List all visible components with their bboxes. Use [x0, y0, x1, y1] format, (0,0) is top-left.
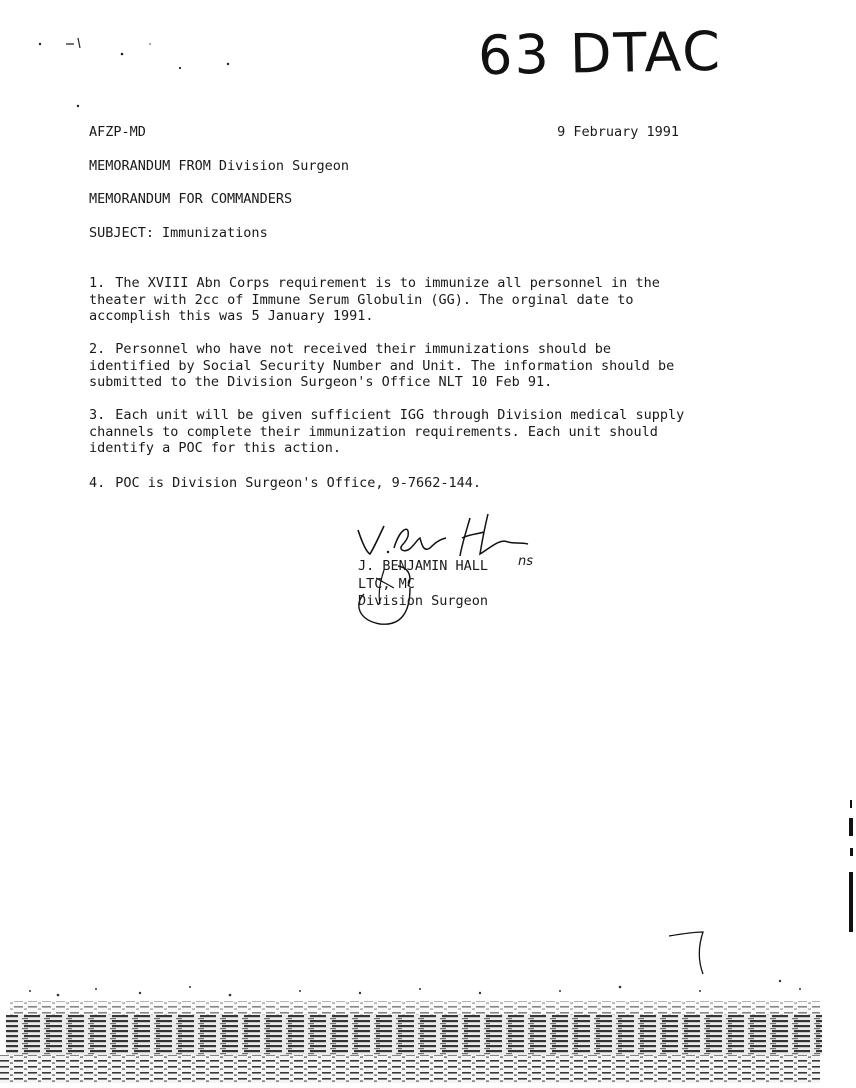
- memo-subject-value: Immunizations: [162, 225, 268, 241]
- paragraph-number: 1.: [89, 275, 106, 291]
- memo-for-label: MEMORANDUM FOR: [89, 191, 203, 207]
- paragraph-number: 2.: [89, 341, 106, 357]
- paragraph-text: Personnel who have not received their immunizations should be identified by Social Security Number and Unit. The information should be submitted to the Division Surgeon's Office NLT 10 Feb 91.: [89, 341, 675, 390]
- paragraph-2: [89, 341, 689, 391]
- scan-edge-marks: [844, 790, 856, 940]
- paragraph-4: [89, 475, 689, 492]
- paragraph-1: [89, 275, 689, 325]
- paragraph-number: 4.: [89, 475, 106, 491]
- signer-title: Division Surgeon: [358, 593, 489, 609]
- paragraph-number: 3.: [89, 407, 106, 423]
- initials-mark: ns: [518, 554, 534, 569]
- paragraph-text: POC is Division Surgeon's Office, 9-7662-144.: [115, 475, 482, 491]
- paragraph-3: [89, 407, 689, 457]
- paragraph-text: The XVIII Abn Corps requirement is to immunize all personnel in the theater with 2cc of Immune Serum Globulin (GG). The orginal date to accomplish this was 5 January 1991.: [89, 275, 660, 324]
- handwritten-annotation: 63 DTAC: [477, 19, 723, 88]
- memo-date: 9 February 1991: [557, 124, 679, 140]
- memo-subject-label: SUBJECT:: [89, 225, 155, 241]
- memo-from-line: [89, 158, 349, 174]
- memo-subject-line: [89, 225, 268, 241]
- scan-specks: [0, 0, 856, 140]
- handwritten-mark: [665, 930, 715, 980]
- memo-from-value: Division Surgeon: [218, 158, 349, 174]
- scan-noise-band: [0, 975, 856, 1088]
- memo-for-value: COMMANDERS: [210, 191, 293, 207]
- memo-for-line: [89, 191, 292, 207]
- paragraph-text: Each unit will be given sufficient IGG through Division medical supply channels to complete their immunization requirements. Each unit should identify a POC for this action.: [89, 407, 685, 456]
- office-symbol: AFZP-MD: [89, 124, 146, 140]
- signature-block: [358, 558, 488, 611]
- memo-from-label: MEMORANDUM FROM: [89, 158, 211, 174]
- signer-rank: LTC, MC: [358, 575, 415, 592]
- signer-name: J. BENJAMIN HALL: [358, 558, 489, 574]
